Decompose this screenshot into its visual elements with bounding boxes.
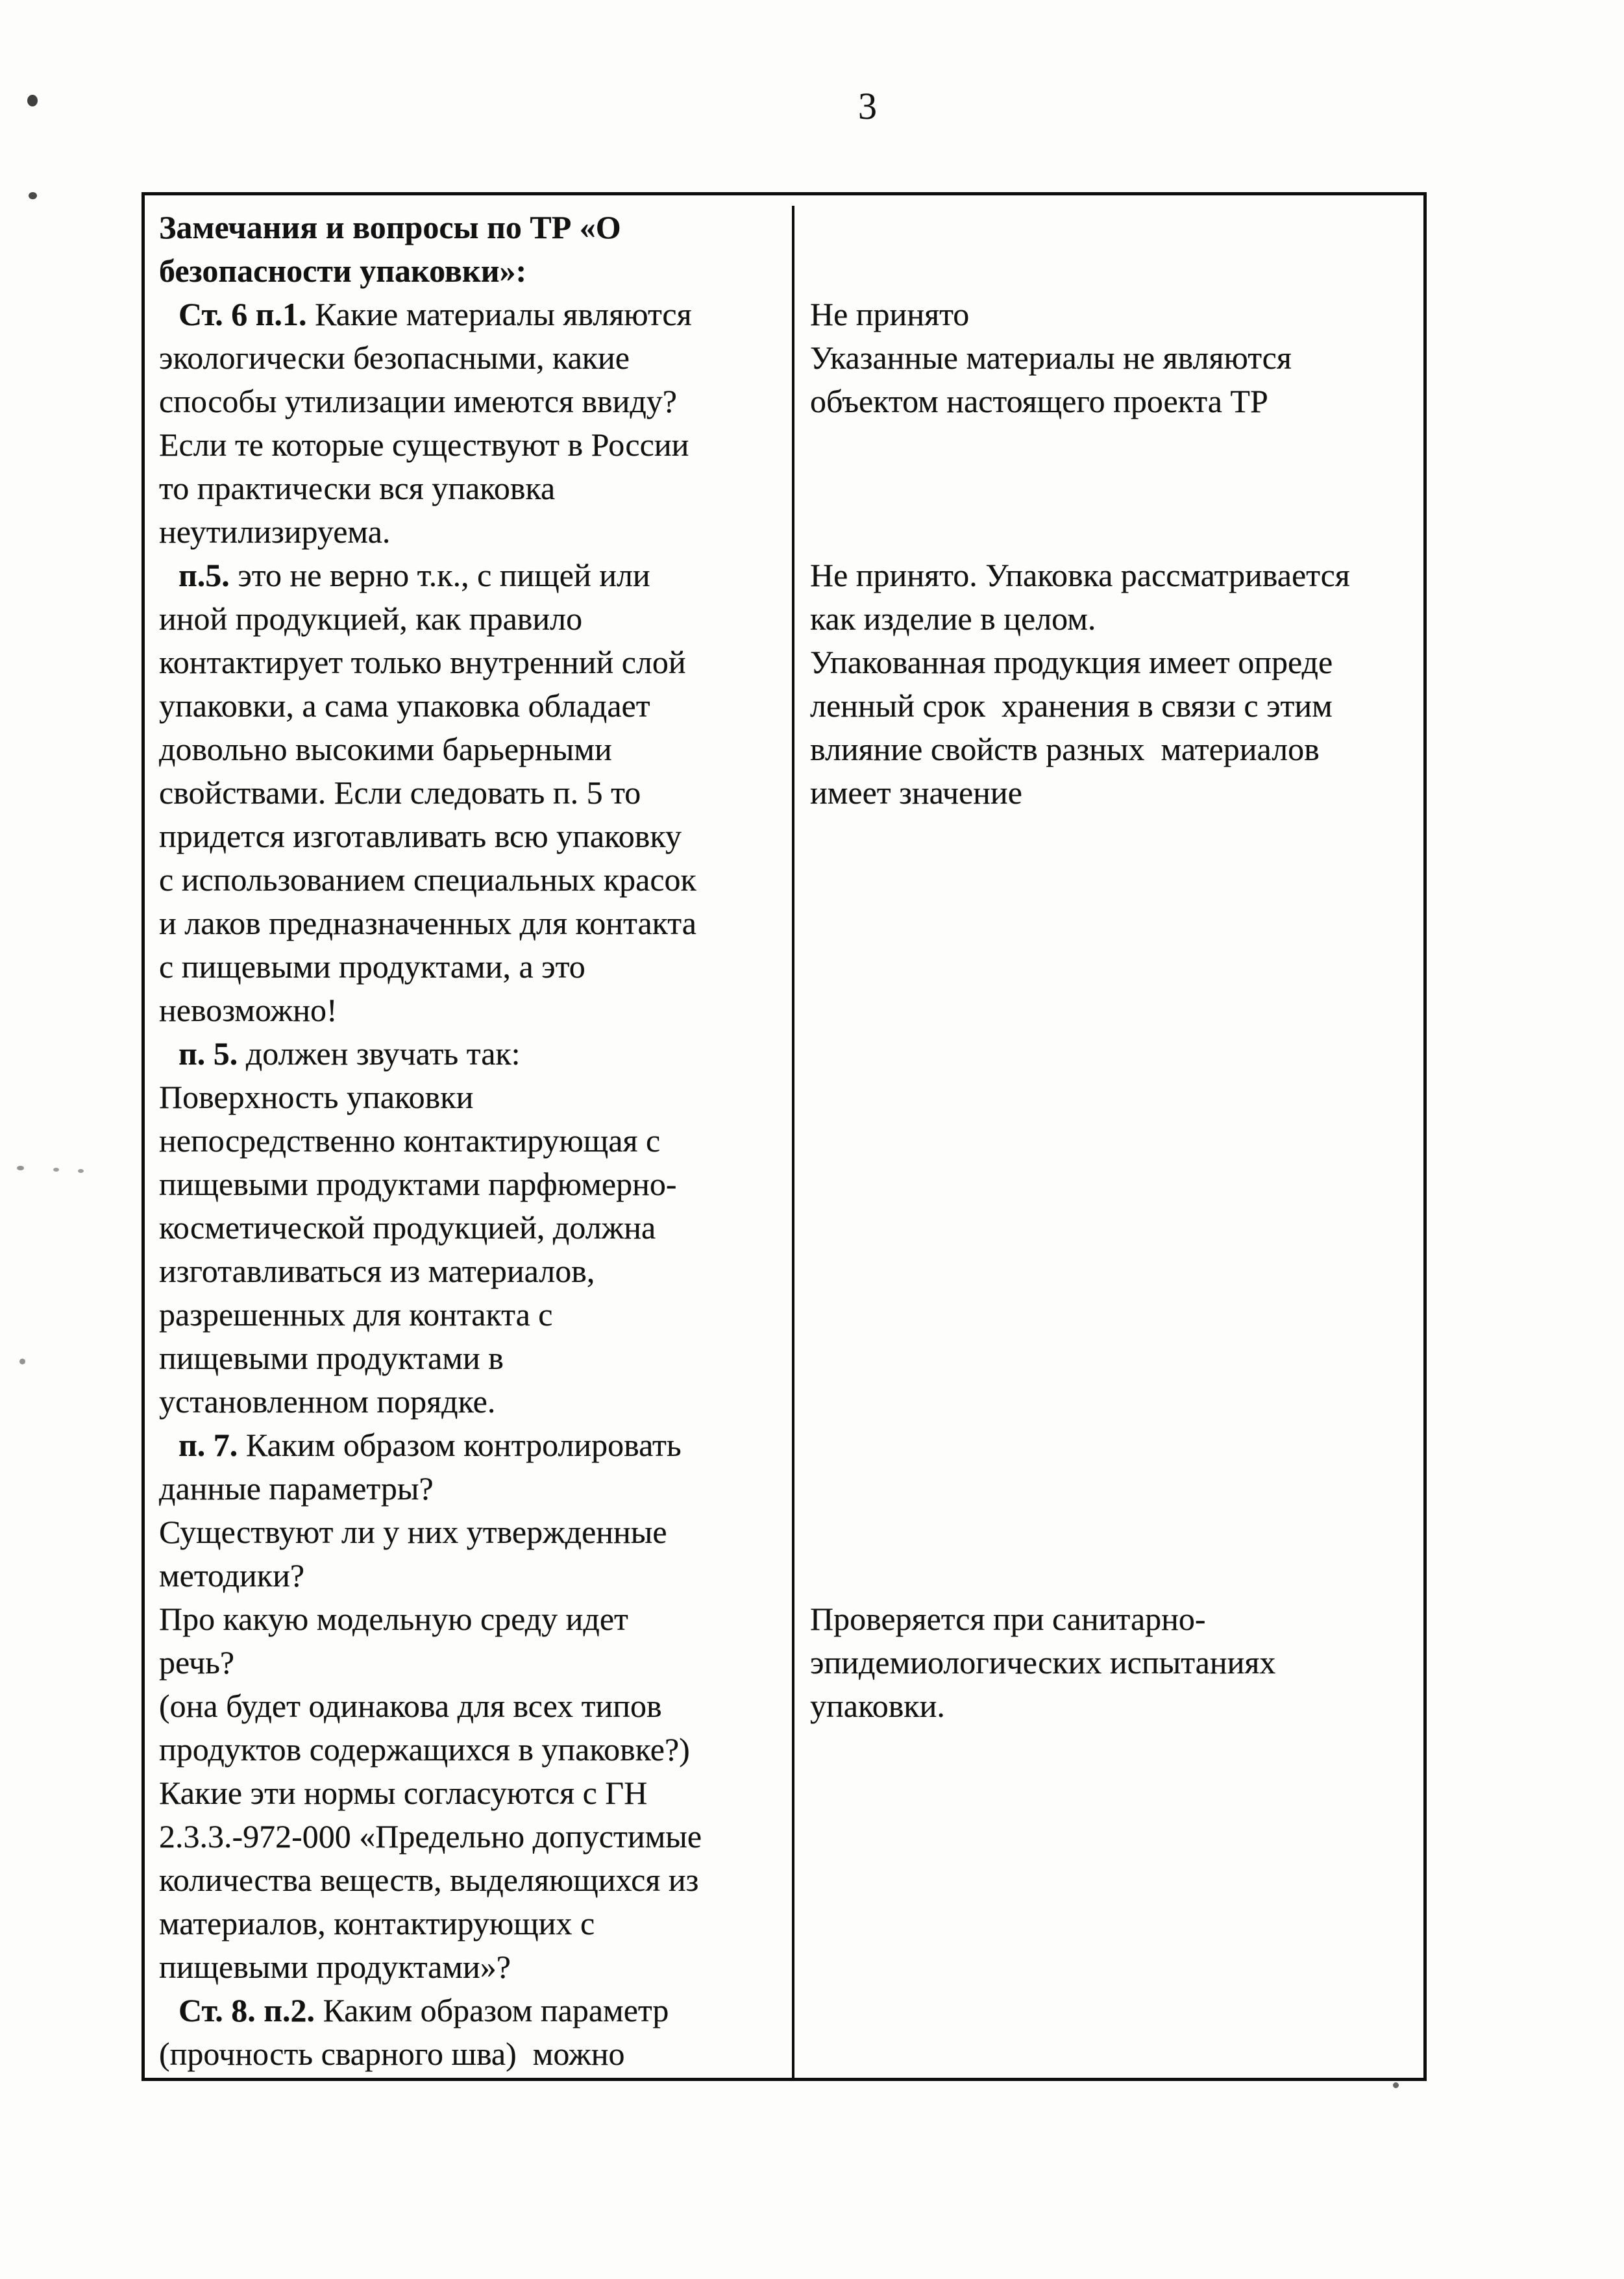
text-line	[159, 1945, 784, 1989]
text-run: невозможно!	[159, 992, 338, 1028]
text-run: имеет значение	[810, 774, 1022, 811]
text-line	[159, 1250, 784, 1293]
text-run: материалов, контактирующих с	[159, 1905, 595, 1941]
text-line	[159, 336, 784, 380]
text-line	[159, 902, 784, 945]
text-line	[159, 1815, 784, 1858]
text-run: Указанные материалы не являются	[810, 339, 1292, 376]
text-line	[159, 1076, 784, 1119]
remark-cell	[145, 554, 794, 1597]
comments-responses-table	[141, 192, 1427, 2081]
text-line	[159, 249, 784, 293]
text-line	[159, 1467, 784, 1510]
response-cell	[794, 206, 1423, 554]
text-run: Если те которые существуют в России	[159, 426, 689, 463]
scan-speck	[29, 192, 37, 199]
text-line	[159, 1380, 784, 1423]
text-run: влияние свойств разных материалов	[810, 731, 1320, 767]
text-run: экологически безопасными, какие	[159, 339, 630, 376]
response-cell	[794, 554, 1423, 1597]
text-line	[159, 1684, 784, 1728]
scan-speck	[1393, 2082, 1399, 2088]
text-line	[159, 510, 784, 554]
text-line	[159, 1554, 784, 1597]
text-run-bold: безопасности упаковки»:	[159, 253, 527, 289]
text-run: довольно высокими барьерными	[159, 731, 612, 767]
text-run: изготавливаться из материалов,	[159, 1253, 595, 1289]
text-line	[159, 1858, 784, 1902]
text-line	[159, 1206, 784, 1250]
text-run: то практически вся упаковка	[159, 470, 556, 506]
text-line	[159, 1337, 784, 1380]
text-run: Какие материалы являются	[306, 296, 692, 332]
text-run: Поверхность упаковки	[159, 1079, 474, 1115]
text-line	[159, 206, 784, 249]
text-line	[159, 989, 784, 1032]
text-line	[159, 1293, 784, 1337]
text-line	[810, 293, 1420, 336]
text-run: Не принято. Упаковка рассматривается	[810, 557, 1350, 593]
text-run: косметической продукцией, должна	[159, 1209, 656, 1246]
text-run: разрешенных для контакта с	[159, 1296, 553, 1333]
text-run: способы утилизации имеются ввиду?	[159, 383, 677, 419]
page-number: 3	[858, 85, 877, 127]
text-run-bold: Ст. 6 п.1.	[178, 296, 307, 332]
text-run: Упакованная продукция имеет опреде	[810, 644, 1333, 680]
text-line	[810, 554, 1420, 597]
text-run: 2.3.3.-972-000 «Предельно допустимые	[159, 1818, 702, 1854]
text-run: упаковки.	[810, 1688, 945, 1724]
scan-speck	[17, 1166, 24, 1170]
text-run: Какие эти нормы согласуются с ГН	[159, 1775, 648, 1811]
text-line	[159, 815, 784, 858]
text-line	[159, 1989, 784, 2032]
text-line	[159, 1597, 784, 1641]
text-line	[159, 554, 784, 597]
text-run: контактирует только внутренний слой	[159, 644, 686, 680]
text-run: Существуют ли у них утвержденные	[159, 1514, 667, 1550]
text-line	[810, 641, 1420, 684]
text-line	[159, 2032, 784, 2076]
text-run: ленный срок хранения в связи с этим	[810, 687, 1333, 724]
text-line	[159, 1032, 784, 1076]
text-line	[159, 1641, 784, 1684]
text-run: данные параметры?	[159, 1470, 434, 1507]
scan-speck	[19, 1359, 25, 1364]
text-line	[810, 597, 1420, 641]
text-run: (она будет одинакова для всех типов	[159, 1688, 662, 1724]
text-run: должен звучать так:	[238, 1035, 521, 1072]
scan-speck	[27, 95, 38, 106]
text-run-bold: п.5.	[178, 557, 230, 593]
text-line	[810, 1597, 1420, 1641]
text-run: эпидемиологических испытаниях	[810, 1644, 1276, 1681]
scan-speck	[78, 1169, 84, 1173]
text-line	[810, 684, 1420, 728]
text-run: как изделие в целом.	[810, 600, 1096, 637]
text-line	[159, 858, 784, 902]
text-line	[159, 1771, 784, 1815]
remark-cell	[145, 206, 794, 554]
text-run: Про какую модельную среду идет	[159, 1601, 628, 1637]
text-run-bold: п. 5.	[178, 1035, 238, 1072]
text-run: установленном порядке.	[159, 1383, 496, 1420]
text-line	[159, 1902, 784, 1945]
text-line	[159, 1510, 784, 1554]
text-run: пищевыми продуктами в	[159, 1340, 504, 1376]
text-line	[159, 597, 784, 641]
text-run: Проверяется при санитарно-	[810, 1601, 1206, 1637]
text-line	[159, 1423, 784, 1467]
text-run: объектом настоящего проекта ТР	[810, 383, 1268, 419]
text-line	[159, 728, 784, 771]
text-line	[159, 423, 784, 467]
text-run: иной продукцией, как правило	[159, 600, 583, 637]
text-run: придется изготавливать всю упаковку	[159, 818, 682, 854]
text-run: упаковки, а сама упаковка обладает	[159, 687, 650, 724]
text-line	[810, 728, 1420, 771]
text-line	[159, 1163, 784, 1206]
text-run: пищевыми продуктами»?	[159, 1949, 511, 1985]
text-line	[810, 380, 1420, 423]
text-run: свойствами. Если следовать п. 5 то	[159, 774, 641, 811]
text-run: продуктов содержащихся в упаковке?)	[159, 1731, 690, 1768]
text-line	[159, 641, 784, 684]
text-run: методики?	[159, 1557, 305, 1594]
text-run: Не принято	[810, 296, 970, 332]
text-run: неутилизируема.	[159, 513, 391, 550]
text-run: с использованием специальных красок	[159, 861, 696, 898]
scan-speck	[53, 1168, 59, 1172]
text-line	[810, 1641, 1420, 1684]
text-line	[810, 771, 1420, 815]
text-line	[159, 771, 784, 815]
text-run: это не верно т.к., с пищей или	[229, 557, 650, 593]
text-run: Каким образом параметр	[315, 1992, 669, 2028]
text-run: непосредственно контактирующая с	[159, 1122, 661, 1159]
text-line	[159, 380, 784, 423]
text-run: пищевыми продуктами парфюмерно-	[159, 1166, 677, 1202]
table-row-3	[145, 1597, 1423, 2078]
text-line	[159, 684, 784, 728]
text-run: речь?	[159, 1644, 235, 1681]
text-line	[159, 945, 784, 989]
text-run: и лаков предназначенных для контакта	[159, 905, 696, 941]
text-line	[159, 1119, 784, 1163]
response-cell	[794, 1597, 1423, 2078]
text-line	[810, 1684, 1420, 1728]
text-run: количества веществ, выделяющихся из	[159, 1862, 699, 1898]
text-run: с пищевыми продуктами, а это	[159, 948, 585, 985]
text-line	[159, 293, 784, 336]
text-line	[159, 1728, 784, 1771]
text-run: (прочность сварного шва) можно	[159, 2036, 625, 2072]
text-run-bold: Ст. 8. п.2.	[178, 1992, 315, 2028]
text-run: Каким образом контролировать	[238, 1427, 682, 1463]
text-line	[159, 467, 784, 510]
table-row-1	[145, 206, 1423, 554]
text-run-bold: Замечания и вопросы по ТР «О	[159, 209, 621, 245]
table-row-2	[145, 554, 1423, 1597]
remark-cell	[145, 1597, 794, 2078]
text-run-bold: п. 7.	[178, 1427, 238, 1463]
text-line	[810, 336, 1420, 380]
